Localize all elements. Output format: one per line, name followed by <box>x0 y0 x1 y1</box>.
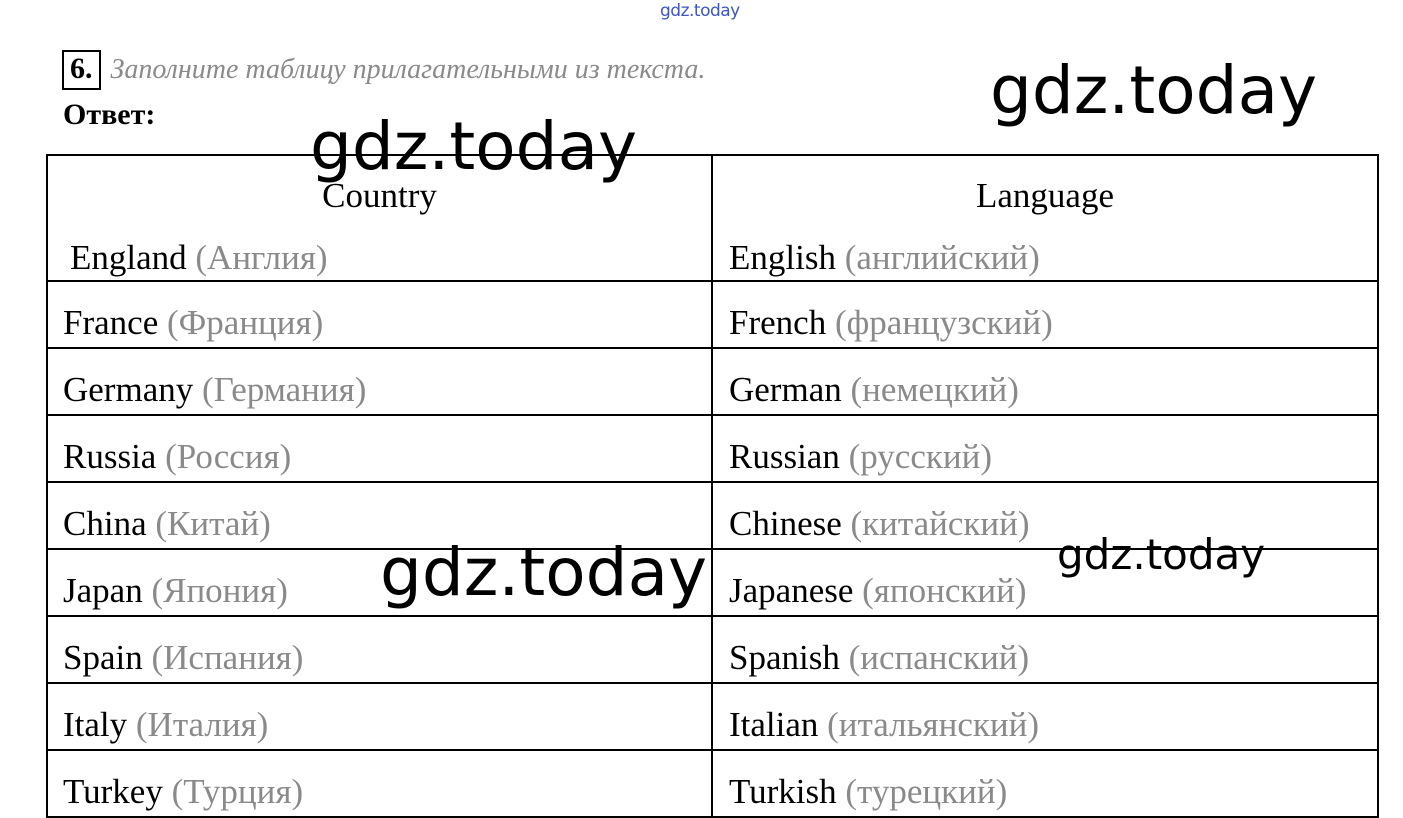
watermark-large-left: gdz.today <box>310 108 638 185</box>
table-row <box>47 348 1378 415</box>
language-translation: (итальянский) <box>827 705 1040 744</box>
country-translation: (Россия) <box>165 437 292 476</box>
table-row <box>47 281 1378 348</box>
country-translation: (Япония) <box>151 571 288 610</box>
table-row <box>47 155 1378 281</box>
country-column-header: Country <box>322 176 437 215</box>
language-translation: (французский) <box>834 303 1053 342</box>
country-translation: (Франция) <box>166 303 324 342</box>
country-name: Italy <box>63 705 128 744</box>
table-body <box>47 155 1378 817</box>
watermark-top: gdz.today <box>660 1 740 21</box>
language-name: English <box>729 238 836 277</box>
watermark-small: gdz.today <box>1057 530 1266 579</box>
language-cell <box>712 750 1378 817</box>
country-translation: (Турция) <box>171 772 304 811</box>
country-name: Germany <box>63 370 194 409</box>
task-header <box>62 50 705 90</box>
answer-label: Ответ: <box>63 98 156 131</box>
language-column-header: Language <box>976 176 1114 215</box>
language-name: Turkish <box>729 772 837 811</box>
watermark-large-middle: gdz.today <box>380 534 708 611</box>
country-name: Russia <box>63 437 157 476</box>
language-translation: (японский) <box>862 571 1027 610</box>
language-name: Italian <box>729 705 819 744</box>
language-cell <box>712 415 1378 482</box>
language-cell <box>712 348 1378 415</box>
task-number: 6. <box>62 50 101 90</box>
country-name: France <box>63 303 159 342</box>
language-cell <box>712 683 1378 750</box>
language-cell <box>712 482 1378 549</box>
country-name: Japan <box>63 571 143 610</box>
country-translation: (Испания) <box>151 638 304 677</box>
language-cell <box>712 281 1378 348</box>
table-row <box>47 683 1378 750</box>
language-translation: (китайский) <box>850 504 1030 543</box>
language-name: Chinese <box>729 504 842 543</box>
country-name: Turkey <box>63 772 163 811</box>
language-header-cell <box>712 155 1378 281</box>
language-cell-first <box>729 238 1040 278</box>
language-name: Japanese <box>729 571 854 610</box>
watermark-large-right: gdz.today <box>990 52 1318 129</box>
language-cell <box>712 616 1378 683</box>
language-translation: (английский) <box>844 238 1040 277</box>
country-cell <box>47 683 712 750</box>
table-row <box>47 750 1378 817</box>
language-translation: (турецкий) <box>845 772 1008 811</box>
task-instruction: Заполните таблицу прилагательными из текста. <box>110 54 706 85</box>
country-translation: (Италия) <box>135 705 269 744</box>
country-translation: (Германия) <box>201 370 367 409</box>
country-cell-first <box>70 238 328 278</box>
language-name: Spanish <box>729 638 840 677</box>
table-row <box>47 415 1378 482</box>
country-cell <box>47 750 712 817</box>
country-name: England <box>70 238 187 277</box>
country-translation: (Китай) <box>155 504 271 543</box>
country-name: Spain <box>63 638 143 677</box>
language-name: French <box>729 303 827 342</box>
country-cell <box>47 348 712 415</box>
language-cell <box>712 549 1378 616</box>
language-translation: (немецкий) <box>850 370 1019 409</box>
country-cell <box>47 616 712 683</box>
country-cell <box>47 281 712 348</box>
country-translation: (Англия) <box>195 238 328 277</box>
language-translation: (испанский) <box>848 638 1030 677</box>
language-name: German <box>729 370 842 409</box>
language-name: Russian <box>729 437 840 476</box>
country-name: China <box>63 504 147 543</box>
table-row <box>47 616 1378 683</box>
language-translation: (русский) <box>848 437 992 476</box>
country-cell <box>47 415 712 482</box>
country-language-table <box>46 154 1379 818</box>
